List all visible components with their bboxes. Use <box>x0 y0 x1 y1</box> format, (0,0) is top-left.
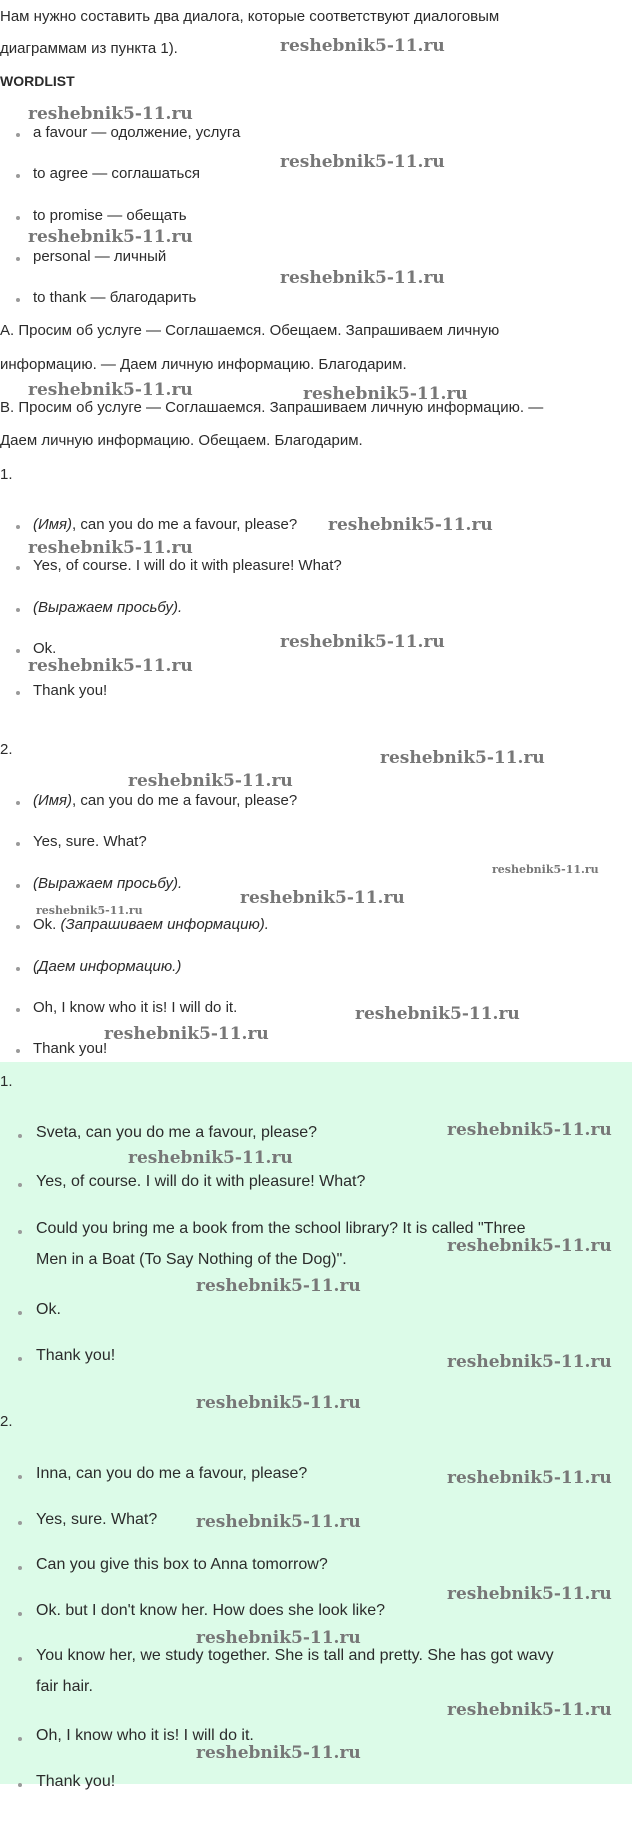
dialogue-line: Ok. <box>33 640 57 657</box>
dialogue-line <box>33 792 297 809</box>
bullet-icon <box>18 1737 22 1741</box>
dialogue-line: (Выражаем просьбу). <box>33 599 183 616</box>
template-2-number: 2. <box>0 741 13 758</box>
dialogue-line: Can you give this box to Anna tomorrow? <box>36 1556 328 1573</box>
bullet-icon <box>18 1183 22 1187</box>
bullet-icon <box>18 1521 22 1525</box>
dialogue-text: , can you do me a favour, please? <box>72 516 298 533</box>
watermark: reshebnik5-11.ru <box>196 1276 361 1296</box>
watermark: reshebnik5-11.ru <box>28 380 193 400</box>
watermark: reshebnik5-11.ru <box>28 104 193 124</box>
bullet-icon <box>16 842 20 846</box>
wordlist-item: to promise — обещать <box>33 207 187 224</box>
watermark: reshebnik5-11.ru <box>128 1148 293 1168</box>
watermark: reshebnik5-11.ru <box>328 515 493 535</box>
bullet-icon <box>16 216 20 220</box>
name-placeholder: (Имя) <box>33 516 73 533</box>
watermark: reshebnik5-11.ru <box>280 268 445 288</box>
bullet-icon <box>16 566 20 570</box>
answer-1-number: 1. <box>0 1073 13 1090</box>
watermark: reshebnik5-11.ru <box>28 538 193 558</box>
bullet-icon <box>16 801 20 805</box>
watermark: reshebnik5-11.ru <box>355 1004 520 1024</box>
dialogue-line: (Даем информацию.) <box>33 958 182 975</box>
info-placeholder: (Запрашиваем информацию). <box>60 916 269 933</box>
dialogue-line: Yes, sure. What? <box>33 833 147 850</box>
dialogue-line: Thank you! <box>33 682 108 699</box>
dialogue-line-continued: Men in a Boat (To Say Nothing of the Dog)". <box>36 1251 347 1268</box>
bullet-icon <box>16 884 20 888</box>
dialogue-line <box>33 516 297 533</box>
watermark: reshebnik5-11.ru <box>196 1628 361 1648</box>
dialogue-line: Could you bring me a book from the school library? It is called "Three <box>36 1220 526 1237</box>
answer-block <box>0 1062 632 1784</box>
watermark: reshebnik5-11.ru <box>280 632 445 652</box>
dialogue-line: (Выражаем просьбу). <box>33 875 183 892</box>
dialogue-text: , can you do me a favour, please? <box>72 792 298 809</box>
watermark: reshebnik5-11.ru <box>196 1393 361 1413</box>
bullet-icon <box>18 1230 22 1234</box>
watermark: reshebnik5-11.ru <box>28 227 193 247</box>
dialogue-line: Yes, sure. What? <box>36 1511 158 1528</box>
watermark: reshebnik5-11.ru <box>128 771 293 791</box>
bullet-icon <box>16 925 20 929</box>
dialogue-line: Yes, of course. I will do it with pleasure! What? <box>33 557 342 574</box>
name-placeholder: (Имя) <box>33 792 73 809</box>
wordlist-item: to agree — соглашаться <box>33 165 200 182</box>
bullet-icon <box>16 691 20 695</box>
wordlist-item: personal — личный <box>33 248 167 265</box>
dialogue-line: Oh, I know who it is! I will do it. <box>36 1727 254 1744</box>
bullet-icon <box>18 1657 22 1661</box>
intro-line-1: Нам нужно составить два диалога, которые соответствуют диалоговым <box>0 8 500 25</box>
watermark: reshebnik5-11.ru <box>447 1468 612 1488</box>
bullet-icon <box>16 525 20 529</box>
watermark: reshebnik5-11.ru <box>447 1352 612 1372</box>
dialogue-text: Ok. <box>33 916 61 933</box>
watermark: reshebnik5-11.ru <box>36 904 143 917</box>
dialogue-line: Oh, I know who it is! I will do it. <box>33 999 238 1016</box>
watermark: reshebnik5-11.ru <box>104 1024 269 1044</box>
bullet-icon <box>16 298 20 302</box>
dialogue-line: Thank you! <box>36 1347 116 1364</box>
dialogue-line: Thank you! <box>36 1773 116 1790</box>
watermark: reshebnik5-11.ru <box>380 748 545 768</box>
bullet-icon <box>16 608 20 612</box>
plan-b-line-2: Даем личную информацию. Обещаем. Благодарим. <box>0 432 363 449</box>
bullet-icon <box>16 257 20 261</box>
watermark: reshebnik5-11.ru <box>447 1120 612 1140</box>
answer-2-number: 2. <box>0 1413 13 1430</box>
dialogue-line: Yes, of course. I will do it with pleasure! What? <box>36 1173 366 1190</box>
watermark: reshebnik5-11.ru <box>447 1700 612 1720</box>
dialogue-line: Sveta, can you do me a favour, please? <box>36 1124 318 1141</box>
bullet-icon <box>18 1311 22 1315</box>
wordlist-item: a favour — одолжение, услуга <box>33 124 241 141</box>
plan-a-line-2: информацию. — Даем личную информацию. Благодарим. <box>0 356 407 373</box>
watermark: reshebnik5-11.ru <box>196 1512 361 1532</box>
dialogue-line: Inna, can you do me a favour, please? <box>36 1465 308 1482</box>
watermark: reshebnik5-11.ru <box>447 1236 612 1256</box>
template-1-number: 1. <box>0 466 13 483</box>
dialogue-line: Ok. but I don't know her. How does she look like? <box>36 1602 386 1619</box>
dialogue-line: Thank you! <box>33 1040 108 1057</box>
bullet-icon <box>16 649 20 653</box>
bullet-icon <box>18 1566 22 1570</box>
watermark: reshebnik5-11.ru <box>447 1584 612 1604</box>
bullet-icon <box>18 1134 22 1138</box>
watermark: reshebnik5-11.ru <box>492 863 599 876</box>
watermark: reshebnik5-11.ru <box>28 656 193 676</box>
intro-line-2: диаграммам из пункта 1). <box>0 40 178 57</box>
bullet-icon <box>18 1612 22 1616</box>
watermark: reshebnik5-11.ru <box>196 1743 361 1763</box>
bullet-icon <box>18 1357 22 1361</box>
dialogue-line: Ok. <box>36 1301 61 1318</box>
bullet-icon <box>16 1008 20 1012</box>
bullet-icon <box>16 1049 20 1053</box>
bullet-icon <box>18 1783 22 1787</box>
dialogue-line-continued: fair hair. <box>36 1678 93 1695</box>
plan-a-line-1: А. Просим об услуге — Соглашаемся. Обещаем. Запрашиваем личную <box>0 322 500 339</box>
watermark: reshebnik5-11.ru <box>303 384 468 404</box>
wordlist-item: to thank — благодарить <box>33 289 197 306</box>
watermark: reshebnik5-11.ru <box>280 36 445 56</box>
dialogue-line: You know her, we study together. She is tall and pretty. She has got wavy <box>36 1647 554 1664</box>
watermark: reshebnik5-11.ru <box>280 152 445 172</box>
bullet-icon <box>16 133 20 137</box>
bullet-icon <box>16 174 20 178</box>
bullet-icon <box>16 967 20 971</box>
dialogue-line <box>33 916 269 933</box>
watermark: reshebnik5-11.ru <box>240 888 405 908</box>
wordlist-heading: WORDLIST <box>0 73 75 89</box>
plan-b-line-1: B. Просим об услуге — Соглашаемся. Запрашиваем личную информацию. — <box>0 399 544 416</box>
bullet-icon <box>18 1475 22 1479</box>
